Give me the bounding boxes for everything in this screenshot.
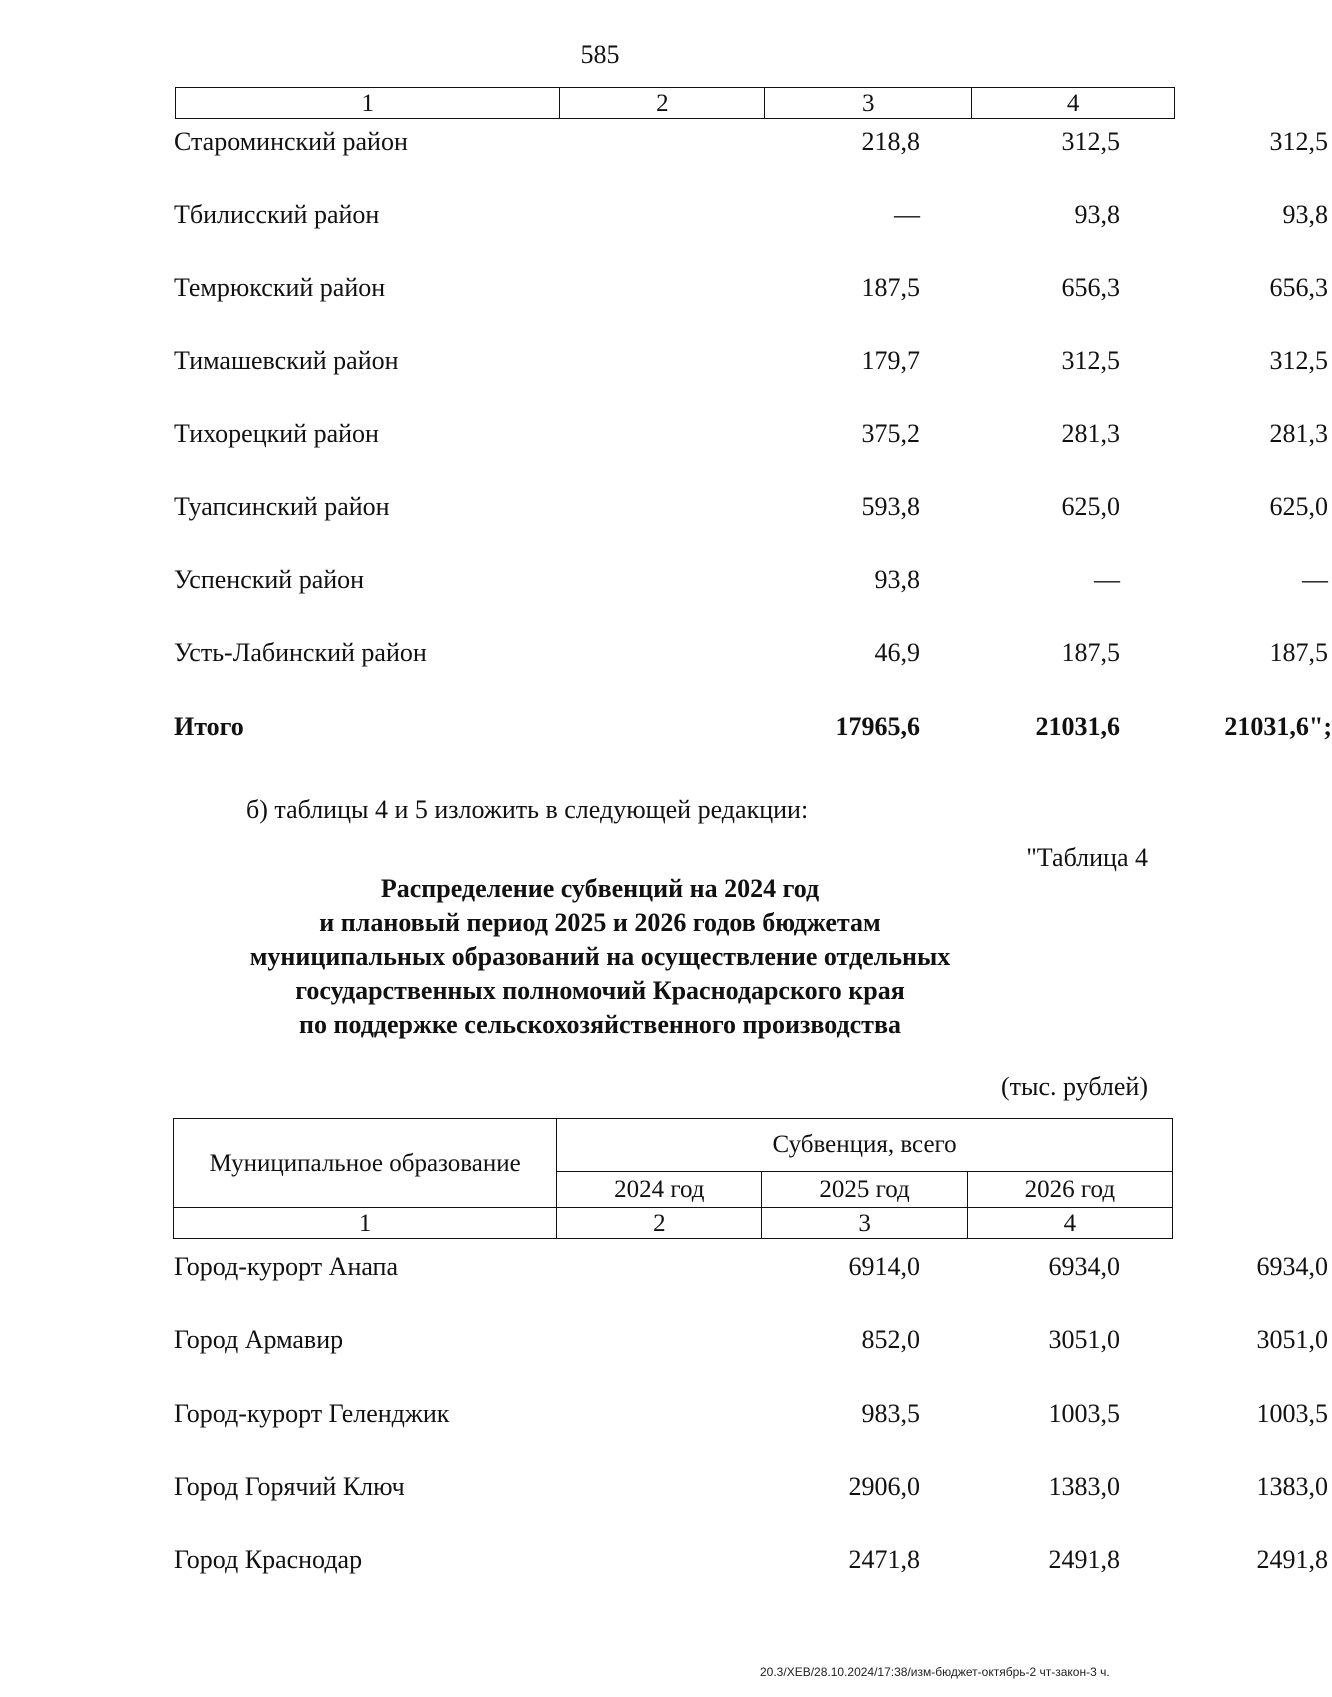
table-row bbox=[174, 346, 1328, 380]
total-row bbox=[174, 712, 1332, 746]
table-row bbox=[174, 492, 1328, 526]
row-name: Город-курорт Анапа bbox=[174, 1252, 399, 1281]
header-year-2025: 2025 год bbox=[762, 1171, 967, 1207]
table-caption: "Таблица 4 bbox=[1026, 843, 1148, 872]
value-2026: 281,3 bbox=[1269, 419, 1328, 448]
value-2024: 983,5 bbox=[861, 1399, 920, 1428]
value-2025: 1383,0 bbox=[1048, 1472, 1120, 1501]
row-name: Город Горячий Ключ bbox=[174, 1472, 405, 1501]
value-2025: 312,5 bbox=[1061, 346, 1120, 375]
row-name: Туапсинский район bbox=[174, 492, 390, 521]
table-row bbox=[174, 565, 1328, 599]
value-2024: 187,5 bbox=[861, 273, 920, 302]
value-2026: 1383,0 bbox=[1256, 1472, 1328, 1501]
value-2024: 179,7 bbox=[861, 346, 920, 375]
table2-col-2: 2 bbox=[557, 1208, 762, 1239]
value-2026: 312,5 bbox=[1269, 346, 1328, 375]
title-line: Распределение субвенций на 2024 год bbox=[380, 874, 820, 903]
table2-col-1: 1 bbox=[174, 1208, 557, 1239]
row-name: Тимашевский район bbox=[174, 346, 399, 375]
value-2024: 93,8 bbox=[874, 565, 920, 594]
row-name: Успенский район bbox=[174, 565, 365, 594]
value-2024: 2906,0 bbox=[848, 1472, 920, 1501]
value-2025: 281,3 bbox=[1061, 419, 1120, 448]
table-row bbox=[174, 1399, 1328, 1433]
value-2025: 93,8 bbox=[1074, 200, 1120, 229]
row-name: Тихорецкий район bbox=[174, 419, 379, 448]
value-2025: 3051,0 bbox=[1048, 1325, 1120, 1354]
header-year-2026: 2026 год bbox=[967, 1171, 1172, 1207]
table2-header bbox=[173, 1118, 1173, 1239]
row-name: Темрюкский район bbox=[174, 273, 386, 302]
value-2024: 852,0 bbox=[861, 1325, 920, 1354]
table-row bbox=[174, 273, 1328, 307]
title-line: муниципальных образований на осуществление отдельных bbox=[249, 942, 951, 971]
value-2025: 625,0 bbox=[1061, 492, 1120, 521]
page-number: 585 bbox=[580, 40, 620, 69]
value-2026: 93,8 bbox=[1282, 200, 1328, 229]
value-2024: 6914,0 bbox=[848, 1252, 920, 1281]
table1-col-4: 4 bbox=[972, 88, 1175, 119]
row-name: Тбилисский район bbox=[174, 200, 380, 229]
row-name: Усть-Лабинский район bbox=[174, 638, 427, 667]
table-title bbox=[0, 872, 1200, 1042]
table1-col-1: 1 bbox=[176, 88, 560, 119]
value-2024: 46,9 bbox=[874, 638, 920, 667]
table-row bbox=[174, 1325, 1328, 1359]
row-name: Город Краснодар bbox=[174, 1545, 363, 1574]
table-row bbox=[174, 638, 1328, 672]
table-row bbox=[174, 200, 1328, 234]
title-line: и плановый период 2025 и 2026 годов бюджетам bbox=[319, 908, 881, 937]
row-name: Город Армавир bbox=[174, 1325, 344, 1354]
table-row bbox=[174, 127, 1328, 161]
amendment-paragraph: б) таблицы 4 и 5 изложить в следующей редакции: bbox=[246, 795, 809, 824]
table1-col-2: 2 bbox=[560, 88, 765, 119]
value-2025: 656,3 bbox=[1061, 273, 1120, 302]
total-2026: 21031,6"; bbox=[1224, 712, 1332, 741]
table-row bbox=[174, 419, 1328, 453]
value-2025: — bbox=[1094, 565, 1120, 594]
value-2026: 6934,0 bbox=[1256, 1252, 1328, 1281]
value-2026: 656,3 bbox=[1269, 273, 1328, 302]
header-subvention-total: Субвенция, всего bbox=[557, 1119, 1173, 1172]
table-row bbox=[174, 1252, 1328, 1286]
document-footer: 20.3/ХЕВ/28.10.2024/17:38/изм-бюджет-октябрь-2 чт-закон-3 ч. bbox=[760, 1665, 1110, 1679]
total-2025: 21031,6 bbox=[1035, 712, 1120, 741]
value-2024: — bbox=[894, 200, 920, 229]
value-2025: 187,5 bbox=[1061, 638, 1120, 667]
total-2024: 17965,6 bbox=[835, 712, 920, 741]
row-name: Город-курорт Геленджик bbox=[174, 1399, 450, 1428]
row-name: Староминский район bbox=[174, 127, 408, 156]
value-2024: 375,2 bbox=[861, 419, 920, 448]
value-2026: 3051,0 bbox=[1256, 1325, 1328, 1354]
value-2025: 1003,5 bbox=[1048, 1399, 1120, 1428]
table1-header bbox=[175, 87, 1175, 119]
header-municipality: Муниципальное образование bbox=[174, 1119, 557, 1208]
table1-col-3: 3 bbox=[765, 88, 972, 119]
table-row bbox=[174, 1472, 1328, 1506]
value-2024: 593,8 bbox=[861, 492, 920, 521]
title-line: государственных полномочий Краснодарского края bbox=[295, 976, 905, 1005]
total-label: Итого bbox=[174, 712, 244, 741]
value-2026: 187,5 bbox=[1269, 638, 1328, 667]
title-line: по поддержке сельскохозяйственного производства bbox=[298, 1010, 901, 1039]
value-2025: 2491,8 bbox=[1048, 1545, 1120, 1574]
value-2025: 6934,0 bbox=[1048, 1252, 1120, 1281]
table2-col-3: 3 bbox=[762, 1208, 967, 1239]
value-2026: — bbox=[1302, 565, 1328, 594]
header-year-2024: 2024 год bbox=[557, 1171, 762, 1207]
value-2026: 2491,8 bbox=[1256, 1545, 1328, 1574]
value-2024: 218,8 bbox=[861, 127, 920, 156]
value-2026: 1003,5 bbox=[1256, 1399, 1328, 1428]
value-2024: 2471,8 bbox=[848, 1545, 920, 1574]
value-2026: 625,0 bbox=[1269, 492, 1328, 521]
value-2026: 312,5 bbox=[1269, 127, 1328, 156]
table-row bbox=[174, 1545, 1328, 1579]
units-label: (тыс. рублей) bbox=[1000, 1072, 1148, 1101]
table2-col-4: 4 bbox=[967, 1208, 1172, 1239]
value-2025: 312,5 bbox=[1061, 127, 1120, 156]
